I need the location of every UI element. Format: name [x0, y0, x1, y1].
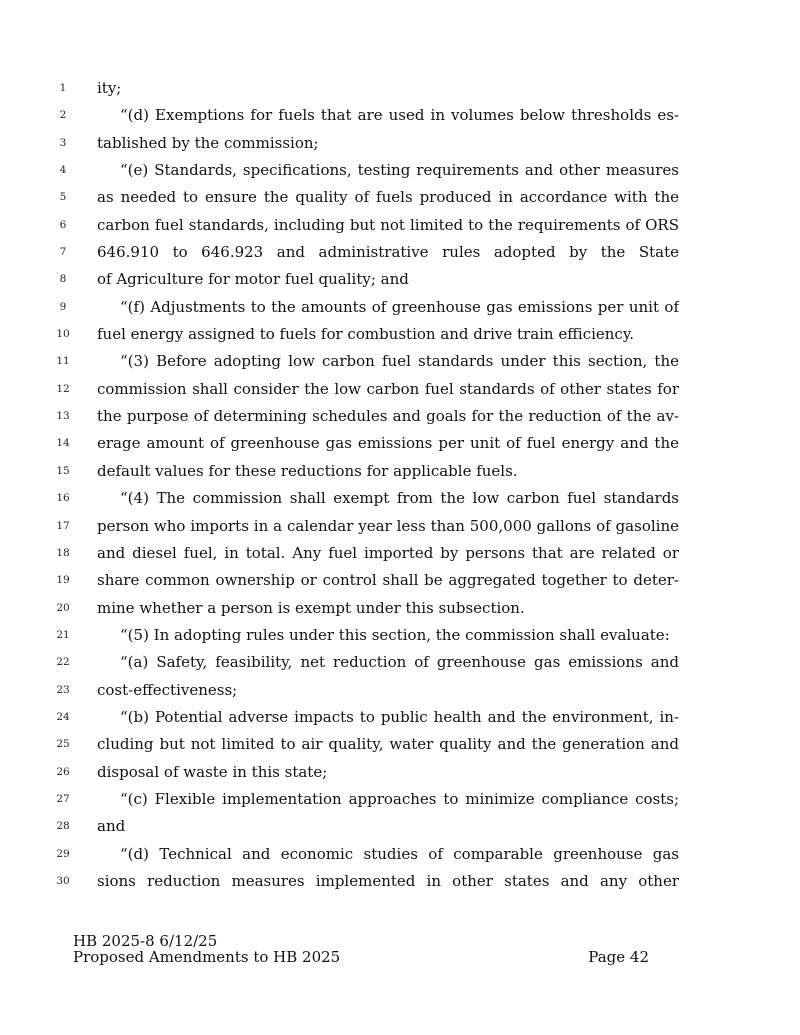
line-text: cost-effectiveness;	[97, 680, 238, 699]
document-line	[0, 513, 800, 540]
document-line	[0, 430, 800, 457]
document-line	[0, 212, 800, 239]
line-text: tablished by the commission;	[97, 133, 319, 152]
document-line	[0, 458, 800, 485]
line-number: 10	[56, 328, 70, 341]
line-text: fuel energy assigned to fuels for combustion and drive train efficiency.	[97, 325, 635, 344]
line-text: “(c) Flexible implementation approaches to minimize compliance costs;	[120, 789, 679, 808]
line-text: 646.910 to 646.923 and administrative rules adopted by the State	[97, 243, 679, 262]
line-number: 27	[56, 792, 70, 805]
document-body	[0, 75, 800, 895]
document-line	[0, 157, 800, 184]
document-line	[0, 595, 800, 622]
line-text: “(d) Technical and economic studies of comparable greenhouse gas	[120, 844, 679, 863]
line-text: default values for these reductions for applicable fuels.	[97, 461, 518, 480]
document-line	[0, 184, 800, 211]
line-number: 16	[56, 492, 70, 505]
line-number: 1	[59, 82, 67, 94]
line-number: 20	[56, 601, 70, 614]
line-text: “(b) Potential adverse impacts to public health and the environment, in-	[120, 707, 679, 726]
document-line	[0, 348, 800, 375]
document-line	[0, 704, 800, 731]
line-text: “(5) In adopting rules under this section, the commission shall evaluate:	[120, 625, 670, 644]
document-line	[0, 376, 800, 403]
line-text: carbon fuel standards, including but not limited to the requirements of ORS	[97, 215, 679, 234]
line-number: 12	[56, 382, 70, 395]
line-text: cluding but not limited to air quality, water quality and the generation and	[97, 735, 679, 754]
document-line	[0, 239, 800, 266]
document-line	[0, 677, 800, 704]
line-text: “(a) Safety, feasibility, net reduction of greenhouse gas emissions and	[120, 653, 679, 672]
line-number: 13	[56, 410, 70, 423]
line-text: person who imports in a calendar year less than 500,000 gallons of gasoline	[97, 516, 679, 535]
line-text: as needed to ensure the quality of fuels produced in accordance with the	[97, 188, 679, 207]
line-number: 9	[59, 300, 67, 313]
line-text: “(f) Adjustments to the amounts of greenhouse gas emissions per unit of	[120, 297, 679, 316]
line-text: the purpose of determining schedules and goals for the reduction of the av-	[97, 407, 679, 426]
document-line	[0, 540, 800, 567]
line-text: “(e) Standards, specifications, testing requirements and other measures	[120, 161, 679, 180]
line-number: 8	[59, 273, 67, 286]
line-number: 21	[56, 628, 70, 641]
line-number: 15	[56, 464, 70, 477]
line-number: 23	[56, 683, 70, 696]
line-text: ity;	[97, 79, 122, 97]
document-line	[0, 786, 800, 813]
document-line	[0, 813, 800, 840]
line-number: 22	[56, 656, 70, 669]
document-line	[0, 759, 800, 786]
document-line	[0, 868, 800, 895]
line-number: 14	[56, 437, 70, 450]
document-line	[0, 649, 800, 676]
line-number: 2	[59, 109, 67, 122]
page-footer	[73, 933, 663, 965]
line-number: 4	[59, 164, 67, 177]
document-line	[0, 731, 800, 758]
line-number: 25	[56, 738, 70, 751]
line-number: 19	[56, 574, 70, 587]
line-number: 6	[59, 218, 67, 231]
line-text: erage amount of greenhouse gas emissions per unit of fuel energy and the	[97, 434, 679, 453]
document-line	[0, 321, 800, 348]
line-text: “(d) Exemptions for fuels that are used in volumes below thresholds es-	[120, 106, 679, 125]
line-number: 3	[59, 136, 67, 149]
line-number: 30	[56, 874, 70, 887]
line-text: and	[97, 817, 126, 836]
document-line	[0, 567, 800, 594]
line-number: 26	[56, 765, 70, 778]
document-line	[0, 485, 800, 512]
line-text: share common ownership or control shall be aggregated together to deter-	[97, 571, 679, 590]
line-text: and diesel fuel, in total. Any fuel imported by persons that are related or	[97, 543, 679, 562]
document-line	[0, 403, 800, 430]
document-line	[0, 841, 800, 868]
line-number: 28	[56, 820, 70, 833]
line-number: 7	[59, 246, 67, 259]
footer-bill-version: HB 2025-8 6/12/25	[73, 932, 218, 950]
document-line	[0, 75, 800, 102]
line-text: sions reduction measures implemented in other states and any other	[97, 871, 679, 890]
line-text: commission shall consider the low carbon fuel standards of other states for	[97, 379, 679, 398]
line-text: of Agriculture for motor fuel quality; and	[97, 270, 409, 289]
line-number: 17	[56, 519, 70, 532]
line-number: 29	[56, 847, 70, 860]
document-line	[0, 622, 800, 649]
line-text: “(4) The commission shall exempt from the low carbon fuel standards	[120, 489, 679, 508]
document-line	[0, 266, 800, 293]
document-line	[0, 294, 800, 321]
line-number: 24	[56, 710, 70, 723]
footer-page-number: Page 42	[588, 948, 649, 966]
line-number: 18	[56, 546, 70, 559]
line-text: mine whether a person is exempt under this subsection.	[97, 598, 525, 617]
line-number: 5	[59, 191, 67, 204]
document-line	[0, 102, 800, 129]
document-line	[0, 130, 800, 157]
line-text: “(3) Before adopting low carbon fuel standards under this section, the	[120, 352, 679, 371]
line-number: 11	[56, 355, 70, 368]
footer-subtitle: Proposed Amendments to HB 2025	[73, 948, 341, 966]
line-text: disposal of waste in this state;	[97, 762, 328, 781]
